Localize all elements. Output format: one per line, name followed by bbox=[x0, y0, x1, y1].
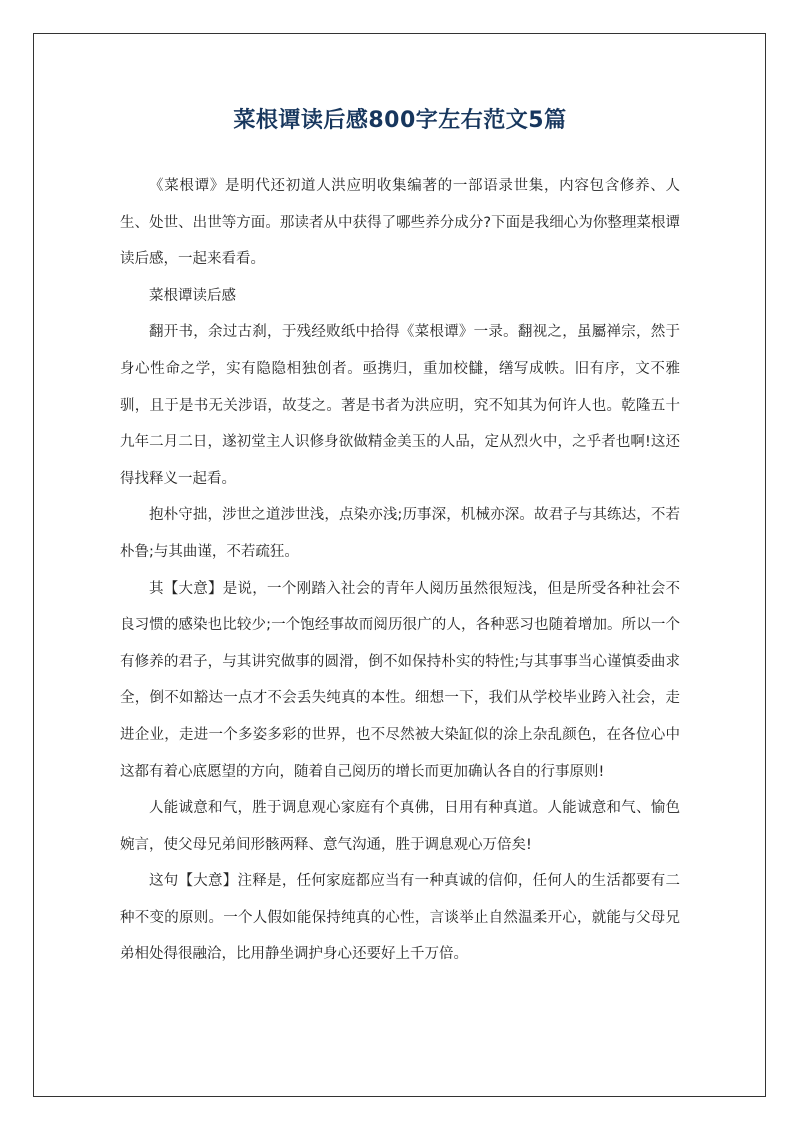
paragraph: 这句【大意】注释是，任何家庭都应当有一种真诚的信仰，任何人的生活都要有二种不变的原则。一个人假如能保持纯真的心性，言谈举止自然温柔开心，就能与父母兄弟相处得很融洽，比用静坐调护身心还要好上千万倍。 bbox=[120, 873, 680, 963]
paragraph: 抱朴守拙，涉世之道涉世浅，点染亦浅;历事深，机械亦深。故君子与其练达，不若朴鲁;与其曲谨，不若疏狂。 bbox=[120, 507, 680, 560]
paragraph: 人能诚意和气，胜于调息观心家庭有个真佛，日用有种真道。人能诚意和气、愉色婉言，使父母兄弟间形骸两释、意气沟通，胜于调息观心万倍矣! bbox=[120, 800, 680, 853]
section-heading: 菜根谭读后感 bbox=[149, 287, 236, 304]
paragraph: 翻开书，余过古刹，于残经败纸中拾得《菜根谭》一录。翻视之，虽屬禅宗，然于身心性命之学，实有隐隐相独创者。亟携归，重加校讎，缮写成帙。旧有序，文不雅驯，且于是书无关涉语，故芟之。著是书者为洪应明，究不知其为何许人也。乾隆五十九年二月二日，遂初堂主人识修身欲做精金美玉的人品，定从烈火中，之乎者也啊!这还得找释义一起看。 bbox=[120, 324, 680, 487]
paragraph: 其【大意】是说，一个刚踏入社会的青年人阅历虽然很短浅，但是所受各种社会不良习惯的感染也比较少;一个饱经事故而阅历很广的人，各种恶习也随着增加。所以一个有修养的君子，与其讲究做事的圆滑，倒不如保持朴实的特性;与其事事当心谨慎委曲求全，倒不如豁达一点才不会丢失纯真的本性。细想一下，我们从学校毕业跨入社会，走进企业，走进一个多姿多彩的世界，也不尽然被大染缸似的涂上杂乱颜色，在各位心中这都有着心底愿望的方向，随着自己阅历的增长而更加确认各自的行事原则! bbox=[120, 580, 680, 780]
document-body bbox=[120, 168, 680, 973]
paragraph-intro: 《菜根谭》是明代还初道人洪应明收集编著的一部语录世集，内容包含修养、人生、处世、出世等方面。那读者从中获得了哪些养分成分?下面是我细心为你整理菜根谭读后感，一起来看看。 bbox=[120, 178, 680, 268]
document-title: 菜根谭读后感800字左右范文5篇 bbox=[233, 108, 567, 133]
